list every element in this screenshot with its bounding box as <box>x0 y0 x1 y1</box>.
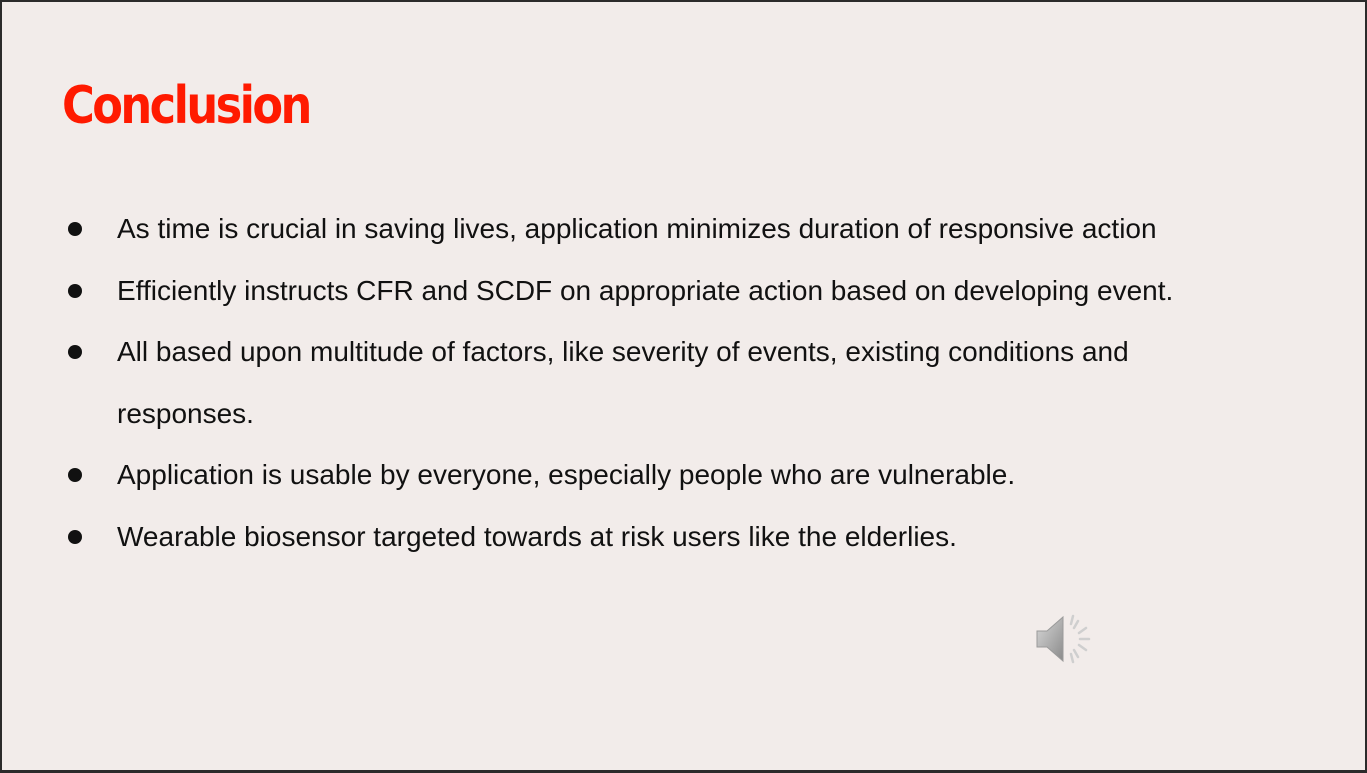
bullet-dot <box>68 468 82 482</box>
speaker-icon[interactable] <box>1034 610 1098 668</box>
speaker-icon-graphic <box>1034 610 1098 668</box>
bullet-text: All based upon multitude of factors, like severity of events, existing conditions and responses. <box>117 336 1129 429</box>
bullet-item <box>64 260 1184 322</box>
bullet-dot <box>68 530 82 544</box>
bullet-item <box>64 198 1184 260</box>
bullet-text: Application is usable by everyone, especially people who are vulnerable. <box>117 459 1016 490</box>
bullet-text: Efficiently instructs CFR and SCDF on appropriate action based on developing event. <box>117 274 1174 306</box>
bullet-dot <box>68 345 82 359</box>
bullet-item <box>64 506 1184 568</box>
bullet-list <box>64 198 1184 567</box>
slide-title: Conclusion <box>62 76 310 136</box>
bullet-dot <box>68 284 82 298</box>
slide <box>2 2 1365 770</box>
bullet-item <box>64 321 1184 444</box>
bullet-dot <box>68 222 82 236</box>
bullet-text: As time is crucial in saving lives, application minimizes duration of responsive action <box>117 213 1157 244</box>
bullet-item <box>64 444 1184 506</box>
bullet-text: Wearable biosensor targeted towards at risk users like the elderlies. <box>117 520 957 552</box>
